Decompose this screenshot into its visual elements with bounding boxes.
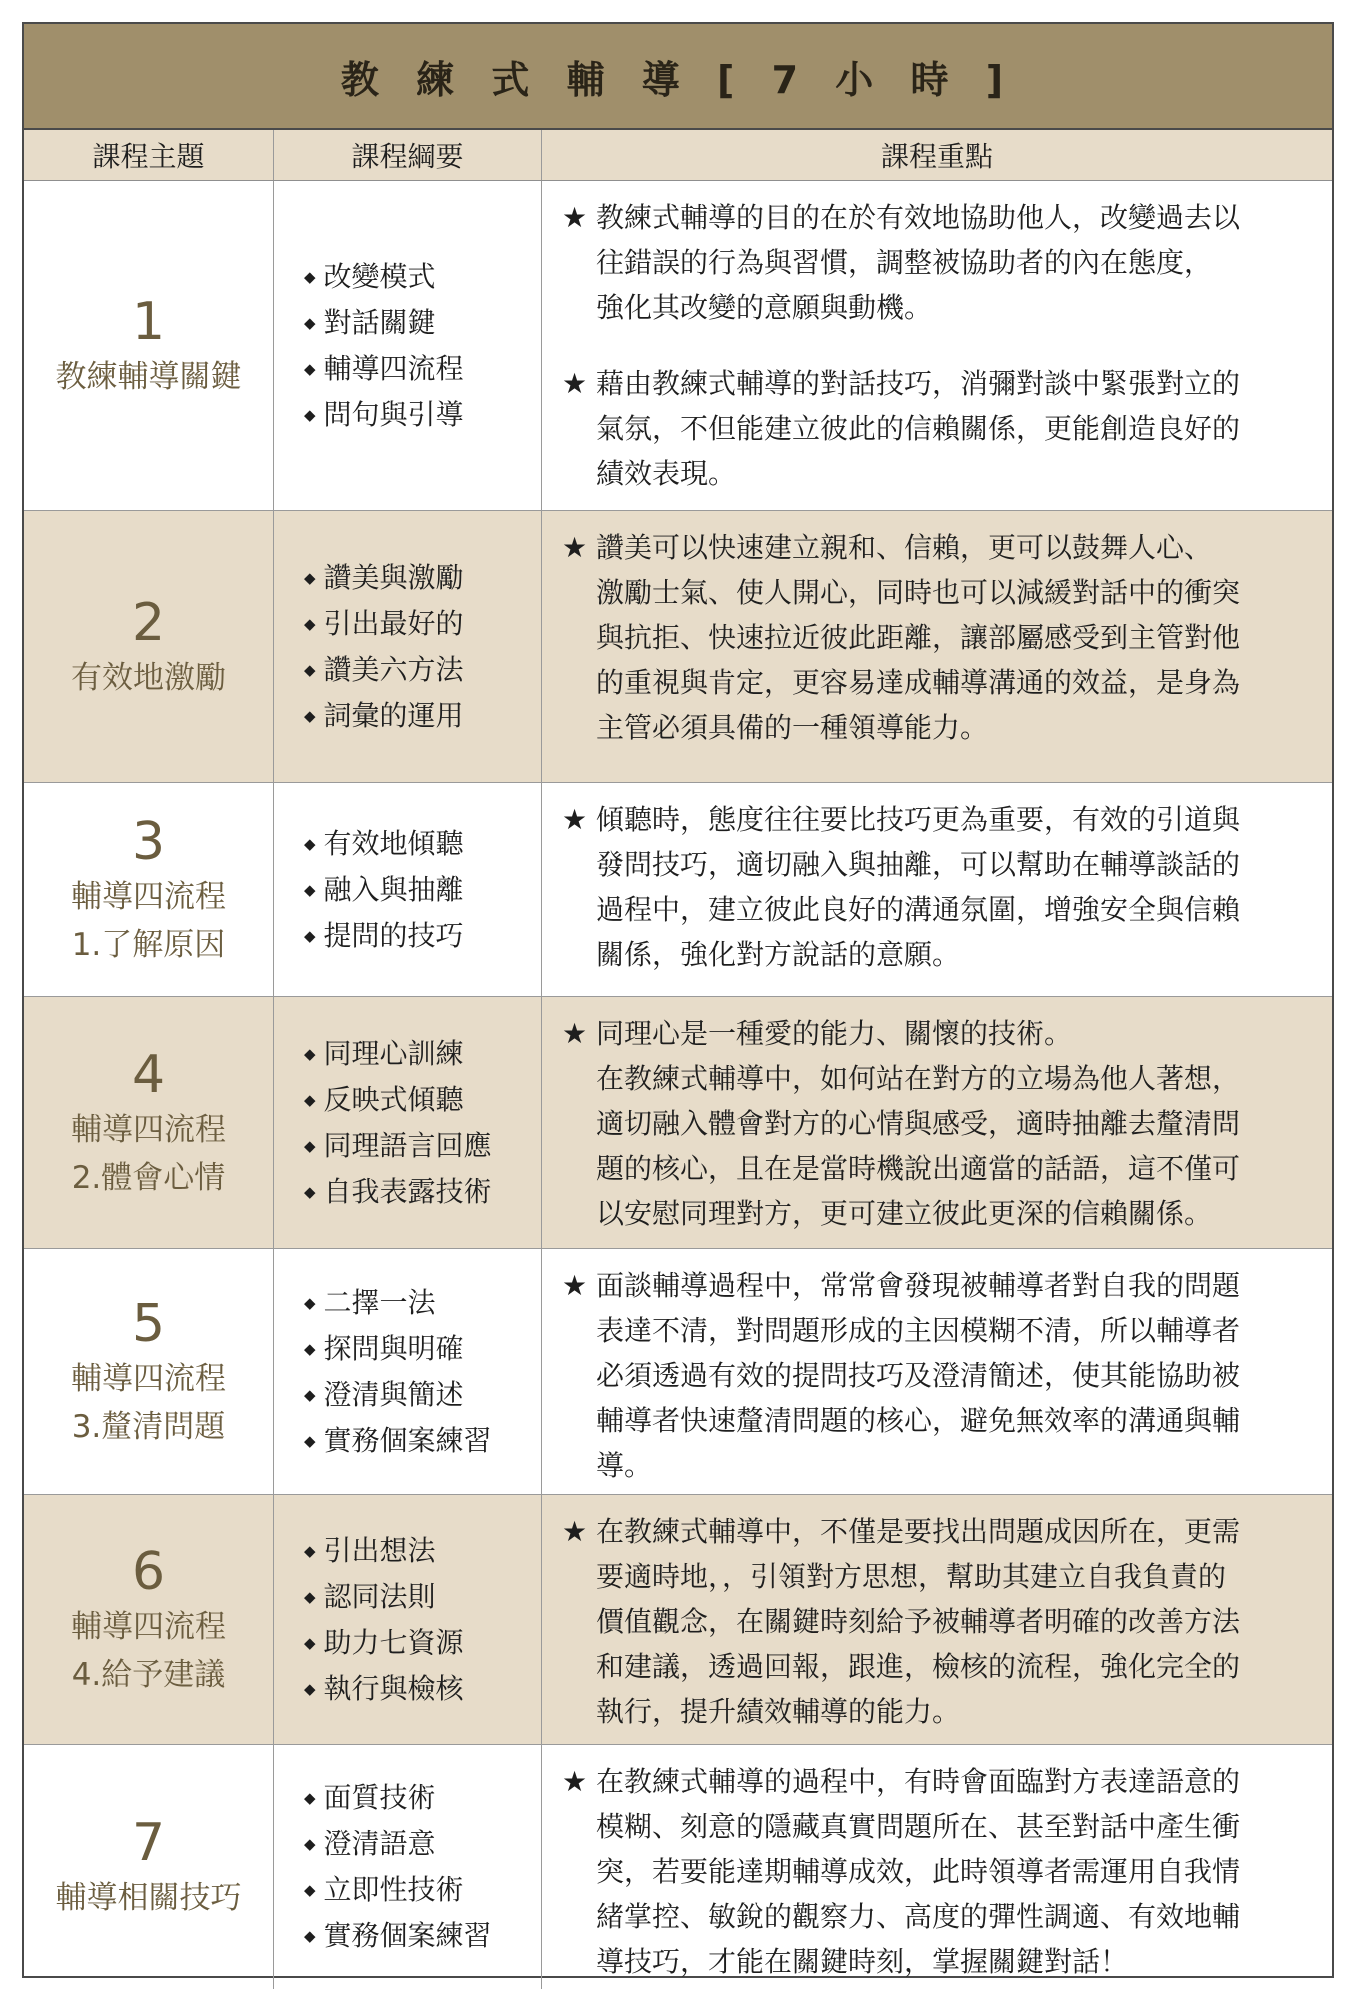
topic-title: 3.釐清問題: [71, 1408, 226, 1445]
key-point-line: 要適時地，，引領對方思想，幫助其建立自我負責的: [596, 1560, 1227, 1593]
diamond-bullet-icon: ◆: [304, 880, 316, 899]
table-body: [24, 181, 1332, 1989]
key-point: [562, 1509, 1312, 1734]
key-point-text: [596, 361, 1312, 496]
outline-item-label: 同理心訓練: [323, 1036, 464, 1070]
diamond-bullet-icon: ◆: [304, 834, 316, 853]
key-points-cell: [542, 1745, 1332, 1989]
outline-item: [304, 647, 541, 693]
course-table: [22, 22, 1334, 1978]
topic-title: 4.給予建議: [71, 1656, 226, 1693]
outline-item-label: 對話關鍵: [323, 305, 436, 339]
star-icon: ★: [562, 1269, 588, 1302]
key-point-line: 傾聽時，態度往往要比技巧更為重要，有效的引道與: [596, 803, 1241, 836]
key-point-line: 關係，強化對方說話的意願。: [596, 938, 961, 971]
key-point-line: 發問技巧，適切融入與抽離，可以幫助在輔導談話的: [596, 848, 1241, 881]
outline-item-label: 助力七資源: [323, 1625, 464, 1659]
key-point: [562, 195, 1312, 330]
diamond-bullet-icon: ◆: [304, 1587, 316, 1606]
topic-number: 6: [131, 1541, 166, 1602]
topic-cell: [24, 511, 274, 782]
key-point-line: 模糊、刻意的隱藏真實問題所在、甚至對話中產生衝: [596, 1810, 1241, 1843]
key-point-line: 與抗拒、快速拉近彼此距離，讓部屬感受到主管對他: [596, 621, 1241, 654]
diamond-bullet-icon: ◆: [304, 267, 316, 286]
star-icon: ★: [562, 1515, 588, 1548]
outline-item: [304, 254, 541, 300]
outline-item: [304, 1372, 541, 1418]
star-icon: ★: [562, 201, 588, 234]
outline-item-label: 提問的技巧: [323, 918, 464, 952]
star-icon: ★: [562, 531, 588, 564]
topic-number: 5: [131, 1293, 166, 1354]
outline-cell: [274, 783, 542, 996]
header-key-points: 課程重點: [880, 140, 993, 173]
header-topic: 課程主題: [24, 130, 274, 180]
key-point-line: 以安慰同理對方，更可建立彼此更深的信賴關係。: [596, 1197, 1213, 1230]
key-point: [562, 1011, 1312, 1236]
diamond-bullet-icon: ◆: [304, 1044, 316, 1063]
key-point-line: 績效表現。: [596, 457, 737, 490]
key-point-line: 強化其改變的意願與動機。: [596, 291, 933, 324]
key-point-line: 輔導者快速釐清問題的核心，避免無效率的溝通與輔: [596, 1404, 1241, 1437]
table-row: [24, 181, 1332, 511]
outline-item-label: 有效地傾聽: [323, 826, 464, 860]
key-point-text: [596, 195, 1312, 330]
key-points-cell: [542, 1495, 1332, 1744]
topic-cell: [24, 181, 274, 510]
outline-item: [304, 1280, 541, 1326]
key-point-line: 的重視與肯定，更容易達成輔導溝通的效益，是身為: [596, 666, 1241, 699]
diamond-bullet-icon: ◆: [304, 1789, 316, 1807]
diamond-bullet-icon: ◆: [304, 1293, 316, 1312]
diamond-bullet-icon: ◆: [304, 1182, 316, 1201]
topic-number: 1: [131, 291, 166, 352]
diamond-bullet-icon: ◆: [304, 1835, 316, 1853]
outline-item: [304, 1123, 541, 1169]
key-point-line: 主管必須具備的一種領導能力。: [596, 711, 989, 744]
table-row: [24, 1745, 1332, 1989]
key-point: [562, 1759, 1312, 1984]
key-point-line: 導。: [596, 1449, 653, 1482]
diamond-bullet-icon: ◆: [304, 1927, 316, 1945]
key-point-line: 在教練式輔導的過程中，有時會面臨對方表達語意的: [596, 1765, 1241, 1798]
outline-item: [304, 1169, 541, 1215]
outline-cell: [274, 181, 542, 510]
outline-item: [304, 346, 541, 392]
key-point-line: 導技巧，才能在關鍵時刻，掌握關鍵對話！: [596, 1945, 1129, 1978]
topic-title: 輔導四流程: [71, 1360, 226, 1397]
key-point: [562, 361, 1312, 496]
outline-cell: [274, 997, 542, 1248]
outline-item: [304, 1775, 541, 1821]
outline-item-label: 反映式傾聽: [323, 1082, 464, 1116]
table-row: [24, 997, 1332, 1249]
topic-title: 教練輔導關鍵: [55, 358, 242, 395]
star-icon: ★: [562, 803, 588, 836]
outline-item-label: 自我表露技術: [323, 1174, 492, 1208]
outline-item-label: 認同法則: [323, 1579, 436, 1613]
outline-item: [304, 300, 541, 346]
outline-item-label: 問句與引導: [323, 397, 464, 431]
key-point-line: 適切融入體會對方的心情與感受，適時抽離去釐清問: [596, 1107, 1241, 1140]
key-points-cell: [542, 181, 1332, 510]
key-point-line: 緒掌控、敏銳的觀察力、高度的彈性調適、有效地輔: [596, 1900, 1241, 1933]
diamond-bullet-icon: ◆: [304, 1541, 316, 1560]
key-point: [562, 797, 1312, 977]
topic-number: 7: [131, 1813, 166, 1873]
outline-item-label: 引出最好的: [323, 606, 464, 640]
outline-item-label: 執行與檢核: [323, 1671, 464, 1705]
outline-item-label: 立即性技術: [323, 1873, 464, 1906]
outline-item: [304, 392, 541, 438]
topic-title: 輔導相關技巧: [55, 1880, 242, 1916]
key-point-line: 在教練式輔導中，不僅是要找出問題成因所在，更需: [596, 1515, 1241, 1548]
outline-item-label: 澄清與簡述: [323, 1377, 464, 1411]
topic-title: 輔導四流程: [71, 1608, 226, 1645]
key-point-line: 激勵士氣、使人開心，同時也可以減緩對話中的衝突: [596, 576, 1241, 609]
outline-item-label: 探問與明確: [323, 1331, 464, 1365]
topic-cell: [24, 1249, 274, 1494]
outline-item: [304, 1821, 541, 1867]
outline-item: [304, 601, 541, 647]
outline-item: [304, 1867, 541, 1913]
key-points-cell: [542, 997, 1332, 1248]
outline-item: [304, 1077, 541, 1123]
outline-item-label: 同理語言回應: [323, 1128, 492, 1162]
diamond-bullet-icon: ◆: [304, 1679, 316, 1698]
key-point-line: 藉由教練式輔導的對話技巧，消彌對談中緊張對立的: [596, 367, 1241, 400]
key-point-line: 執行，提升績效輔導的能力。: [596, 1695, 961, 1728]
key-point-line: 表達不清，對問題形成的主因模糊不清，所以輔導者: [596, 1314, 1241, 1347]
topic-number: 4: [131, 1044, 166, 1105]
diamond-bullet-icon: ◆: [304, 568, 316, 587]
key-point-line: 必須透過有效的提問技巧及澄清簡述，使其能協助被: [596, 1359, 1241, 1392]
outline-cell: [274, 511, 542, 782]
key-point-text: [596, 797, 1312, 977]
outline-item-label: 澄清語意: [323, 1827, 436, 1860]
key-points-cell: [542, 511, 1332, 782]
outline-item-label: 讚美六方法: [323, 652, 464, 686]
outline-item-label: 引出想法: [323, 1533, 436, 1567]
diamond-bullet-icon: ◆: [304, 1385, 316, 1404]
diamond-bullet-icon: ◆: [304, 313, 316, 332]
outline-item: [304, 821, 541, 867]
outline-cell: [274, 1495, 542, 1744]
outline-item: [304, 867, 541, 913]
outline-item: [304, 1418, 541, 1464]
key-point-text: [596, 1509, 1312, 1734]
key-point-line: 題的核心，且在是當時機說出適當的話語，這不僅可: [596, 1152, 1241, 1185]
star-icon: ★: [562, 1017, 588, 1050]
key-point-line: 氣氛，不但能建立彼此的信賴關係，更能創造良好的: [596, 412, 1241, 445]
diamond-bullet-icon: ◆: [304, 359, 316, 378]
table-row: [24, 511, 1332, 783]
diamond-bullet-icon: ◆: [304, 1881, 316, 1899]
key-point-line: 往錯誤的行為與習慣，調整被協助者的內在態度，: [596, 246, 1213, 279]
outline-item-label: 實務個案練習: [323, 1919, 492, 1952]
outline-cell: [274, 1249, 542, 1494]
diamond-bullet-icon: ◆: [304, 926, 316, 945]
topic-cell: [24, 1495, 274, 1744]
outline-item: [304, 1574, 541, 1620]
topic-title: 有效地激勵: [71, 659, 226, 696]
key-points-cell: [542, 1249, 1332, 1494]
diamond-bullet-icon: ◆: [304, 1633, 316, 1652]
topic-title: 2.體會心情: [71, 1159, 226, 1196]
topic-cell: [24, 997, 274, 1248]
diamond-bullet-icon: ◆: [304, 660, 316, 679]
outline-item: [304, 1326, 541, 1372]
table-row: [24, 1495, 1332, 1745]
topic-cell: [24, 783, 274, 996]
key-point: [562, 1263, 1312, 1488]
topic-title: 輔導四流程: [71, 878, 226, 915]
key-point-line: 讚美可以快速建立親和、信賴，更可以鼓舞人心、: [596, 531, 1213, 564]
key-point-line: 價值觀念，在關鍵時刻給予被輔導者明確的改善方法: [596, 1605, 1241, 1638]
outline-item: [304, 1031, 541, 1077]
outline-item-label: 實務個案練習: [323, 1423, 492, 1457]
topic-number: 3: [131, 811, 166, 872]
outline-item: [304, 1620, 541, 1666]
star-icon: ★: [562, 1765, 588, 1798]
outline-item: [304, 693, 541, 739]
key-point-text: [596, 1759, 1312, 1984]
outline-item: [304, 1528, 541, 1574]
topic-cell: [24, 1745, 274, 1989]
key-points-cell: [542, 783, 1332, 996]
key-point-line: 過程中，建立彼此良好的溝通氛圍，增強安全與信賴: [596, 893, 1241, 926]
table-header: [24, 130, 1332, 181]
topic-number: 2: [131, 592, 166, 653]
diamond-bullet-icon: ◆: [304, 706, 316, 725]
outline-item: [304, 1913, 541, 1959]
outline-item-label: 二擇一法: [323, 1285, 436, 1319]
table-row: [24, 783, 1332, 997]
outline-item-label: 面質技術: [323, 1781, 436, 1814]
diamond-bullet-icon: ◆: [304, 1136, 316, 1155]
diamond-bullet-icon: ◆: [304, 1090, 316, 1109]
topic-title: 1.了解原因: [71, 926, 226, 963]
key-point-text: [596, 1263, 1312, 1488]
topic-title: 輔導四流程: [71, 1111, 226, 1148]
outline-item-label: 詞彙的運用: [323, 698, 464, 732]
key-point-line: 突，若要能達期輔導成效，此時領導者需運用自我情: [596, 1855, 1241, 1888]
outline-item-label: 融入與抽離: [323, 872, 464, 906]
header-outline: 課程綱要: [274, 130, 542, 180]
table-row: [24, 1249, 1332, 1495]
key-point-text: [596, 525, 1312, 750]
outline-item: [304, 913, 541, 959]
key-point-line: 在教練式輔導中，如何站在對方的立場為他人著想，: [596, 1062, 1241, 1095]
outline-item-label: 讚美與激勵: [323, 560, 464, 594]
outline-cell: [274, 1745, 542, 1989]
diamond-bullet-icon: ◆: [304, 614, 316, 633]
key-point-line: 面談輔導過程中，常常會發現被輔導者對自我的問題: [596, 1269, 1241, 1302]
outline-item: [304, 555, 541, 601]
key-point-text: [596, 1011, 1312, 1236]
key-point-line: 教練式輔導的目的在於有效地協助他人，改變過去以: [596, 201, 1241, 234]
key-point-line: 同理心是一種愛的能力、關懷的技術。: [596, 1017, 1073, 1050]
outline-item-label: 輔導四流程: [323, 351, 464, 385]
diamond-bullet-icon: ◆: [304, 405, 316, 424]
star-icon: ★: [562, 367, 588, 400]
diamond-bullet-icon: ◆: [304, 1431, 316, 1450]
outline-item: [304, 1666, 541, 1712]
key-point-line: 和建議，透過回報，跟進，檢核的流程，強化完全的: [596, 1650, 1241, 1683]
key-point: [562, 525, 1312, 750]
outline-item-label: 改變模式: [323, 259, 436, 293]
page-title: 教 練 式 輔 導 [ 7 小 時 ]: [24, 24, 1332, 130]
diamond-bullet-icon: ◆: [304, 1339, 316, 1358]
